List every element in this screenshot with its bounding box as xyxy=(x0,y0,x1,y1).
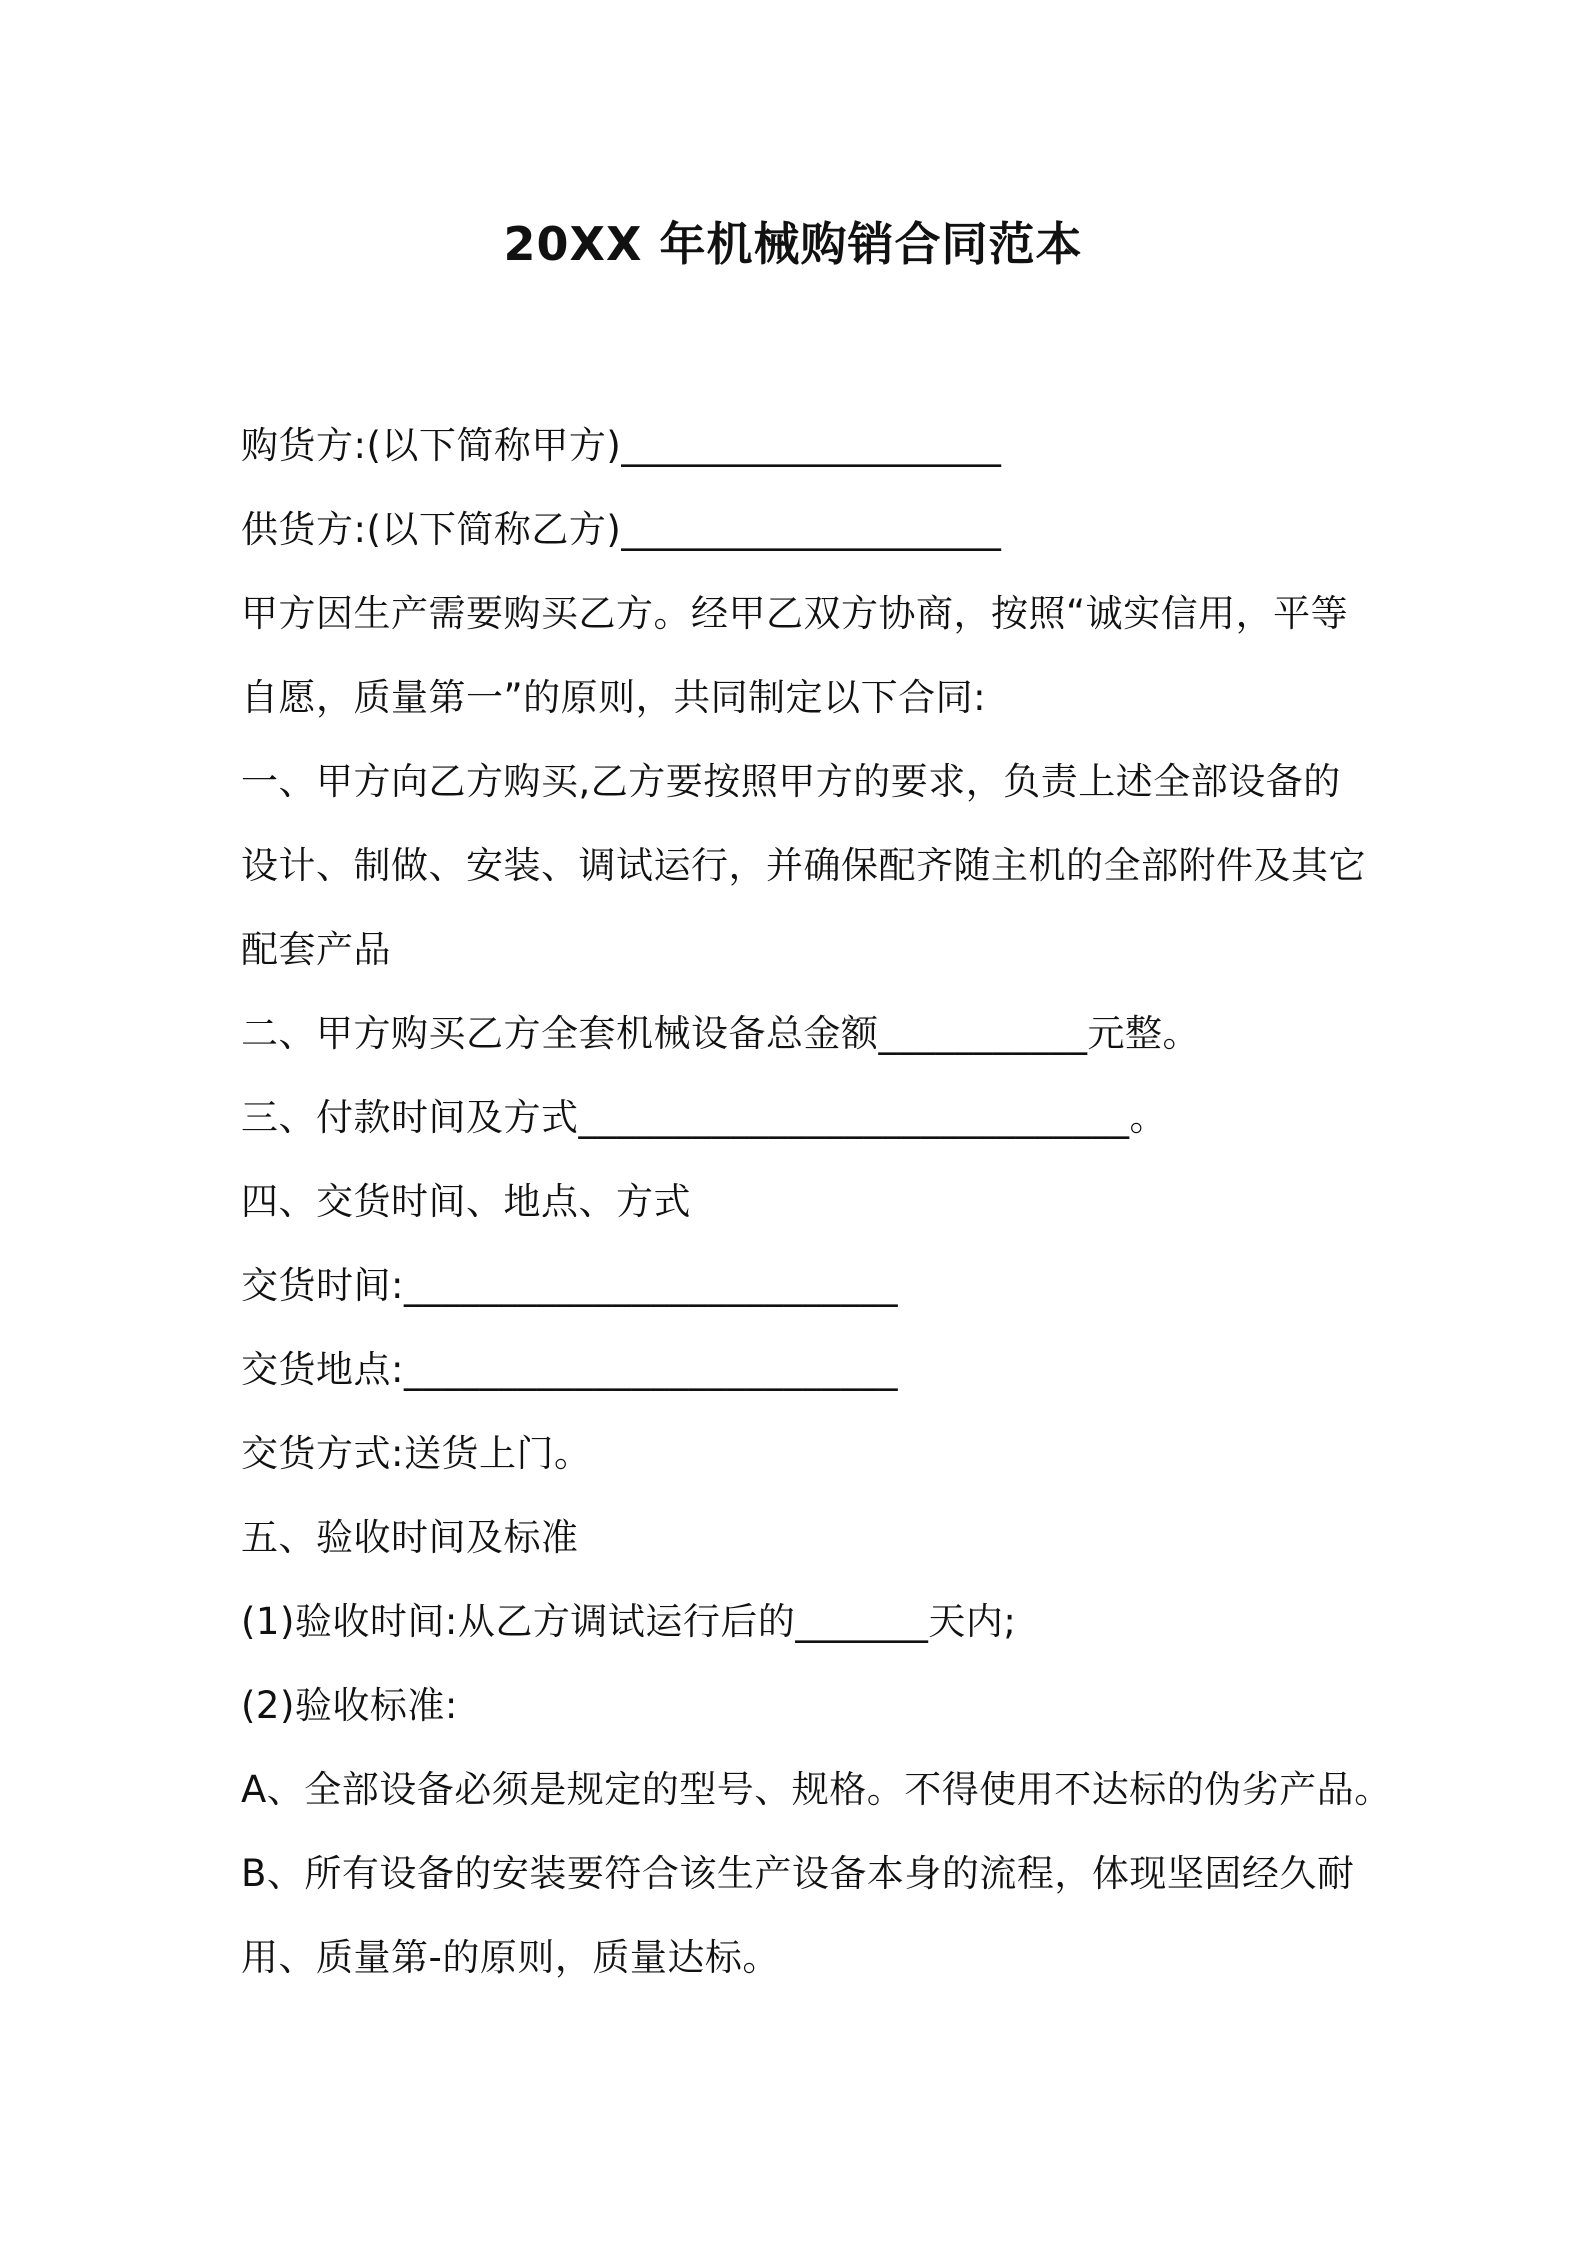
clause-3-line: 三、付款时间及方式_____________________________。 xyxy=(241,1096,1167,1139)
delivery-place-line: 交货地点:__________________________ xyxy=(241,1348,898,1391)
clause-1-line-2: 设计、制做、安装、调试运行，并确保配齐随主机的全部附件及其它 xyxy=(241,844,1366,887)
clause-5-heading: 五、验收时间及标准 xyxy=(241,1516,579,1559)
preamble-line-2: 自愿，质量第一”的原则，共同制定以下合同: xyxy=(241,676,987,719)
standard-b-line-1: B、所有设备的安装要符合该生产设备本身的流程，体现坚固经久耐 xyxy=(241,1852,1355,1895)
buyer-line: 购货方:(以下简称甲方)____________________ xyxy=(241,424,1002,467)
clause-1-line-1: 一、甲方向乙方购买,乙方要按照甲方的要求，负责上述全部设备的 xyxy=(241,760,1341,803)
acceptance-time-line: (1)验收时间:从乙方调试运行后的_______天内; xyxy=(241,1600,1017,1643)
delivery-time-line: 交货时间:__________________________ xyxy=(241,1264,898,1307)
document-title: 20XX 年机械购销合同范本 xyxy=(503,217,1083,271)
clause-4-heading: 四、交货时间、地点、方式 xyxy=(241,1180,691,1223)
contract-body xyxy=(241,404,1392,2000)
acceptance-standard-line: (2)验收标准: xyxy=(241,1684,458,1727)
standard-a-line: A、全部设备必须是规定的型号、规格。不得使用不达标的伪劣产品。 xyxy=(241,1768,1392,1811)
clause-2-line: 二、甲方购买乙方全套机械设备总金额___________元整。 xyxy=(241,1012,1200,1055)
seller-line: 供货方:(以下简称乙方)____________________ xyxy=(241,508,1002,551)
delivery-method-line: 交货方式:送货上门。 xyxy=(241,1432,592,1475)
clause-1-line-3: 配套产品 xyxy=(241,928,391,971)
standard-b-line-2: 用、质量第-的原则，质量达标。 xyxy=(241,1936,780,1979)
preamble-line-1: 甲方因生产需要购买乙方。经甲乙双方协商，按照“诚实信用，平等 xyxy=(241,592,1349,635)
